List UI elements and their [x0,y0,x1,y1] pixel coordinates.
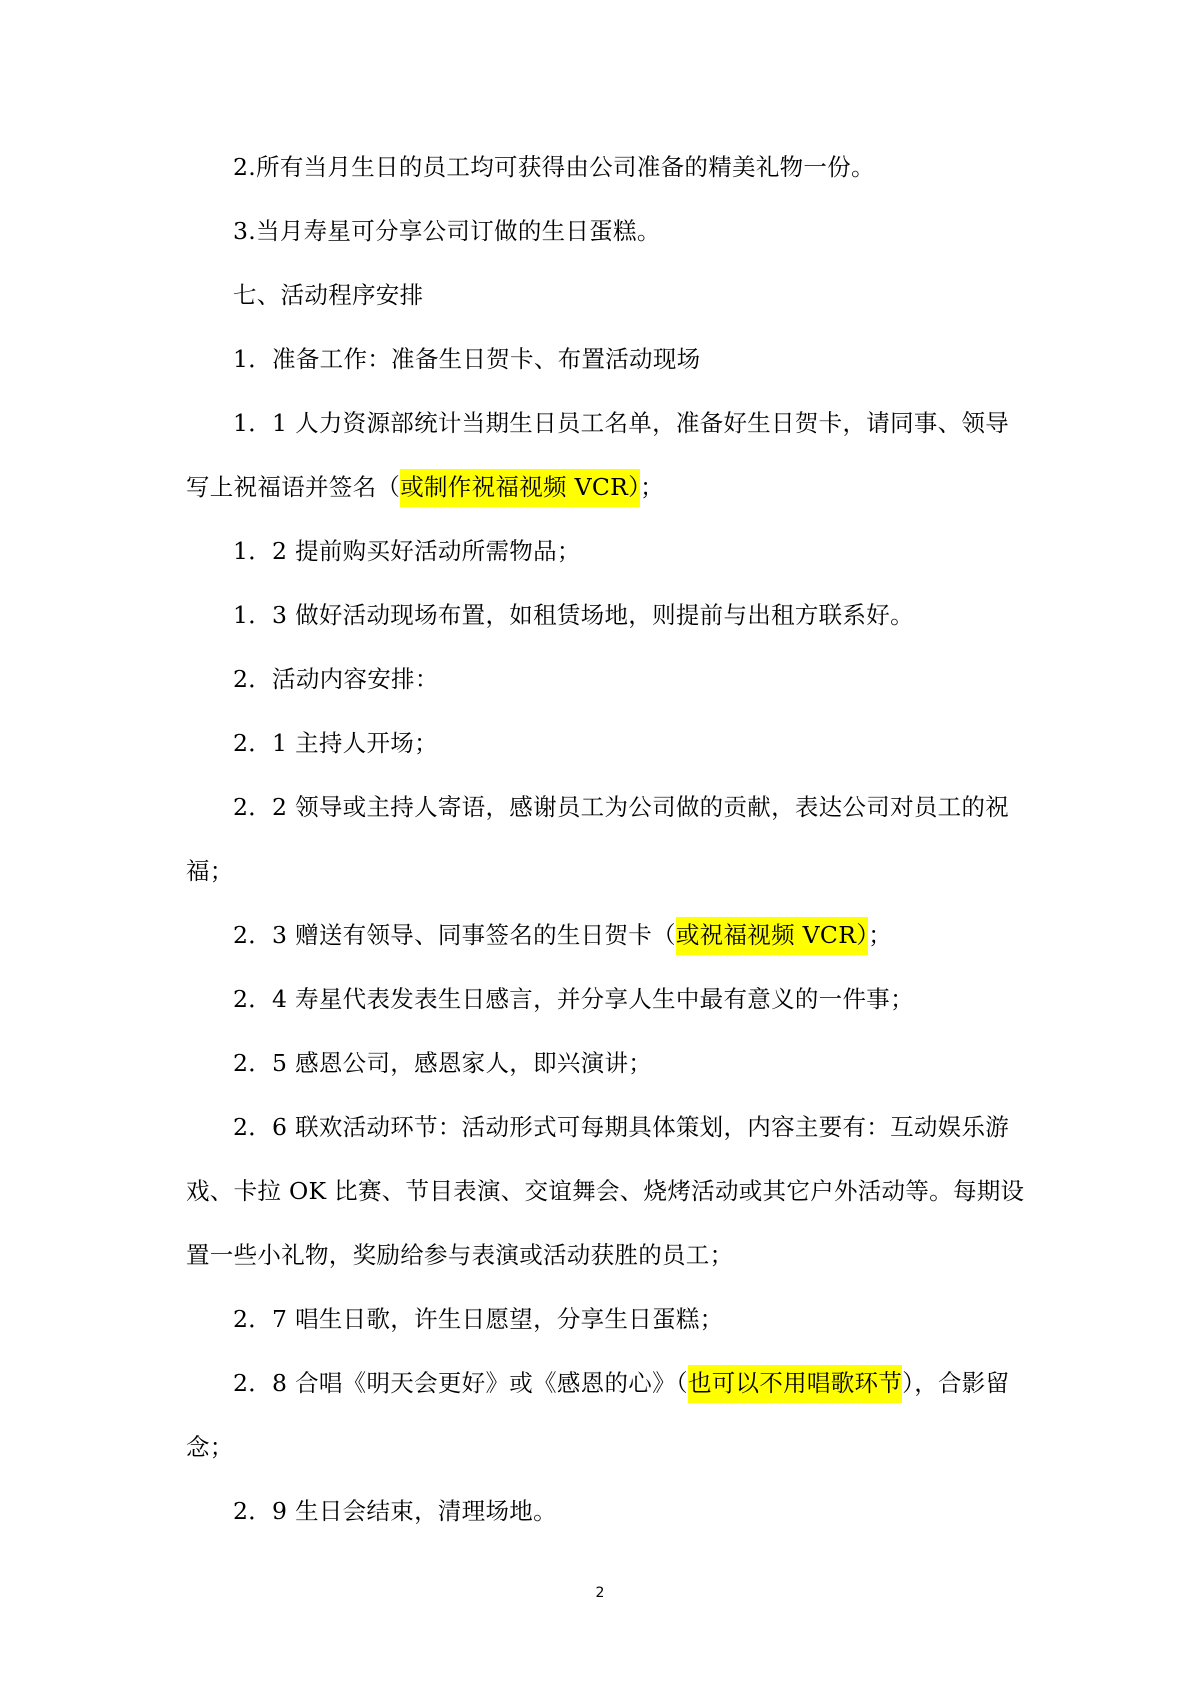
paragraph-text: 1．3 做好活动现场布置，如租赁场地，则提前与出租方联系好。 [233,601,914,629]
paragraph-p12 [186,984,1026,1014]
paragraph-p8 [186,664,1026,694]
highlighted-text: 或祝福视频 VCR） [676,917,868,955]
paragraph-text: 2.所有当月生日的员工均可获得由公司准备的精美礼物一份。 [233,153,875,181]
highlighted-text: 也可以不用唱歌环节 [688,1365,902,1403]
paragraph-text: 1．2 提前购买好活动所需物品； [233,537,581,565]
paragraph-p6 [186,536,1026,566]
paragraph-text: 2．4 寿星代表发表生日感言，并分享人生中最有意义的一件事； [233,985,914,1013]
paragraph-text: 3.当月寿星可分享公司订做的生日蛋糕。 [233,217,661,245]
paragraph-text: 1．1 人力资源部统计当期生日员工名单，准备好生日贺卡，请同事、领导写上祝福语并签名（ [186,409,1010,501]
paragraph-text: ； [640,473,664,501]
paragraph-p7 [186,600,1026,630]
highlighted-text: 或制作祝福视频 VCR） [400,469,640,507]
paragraph-text: 2．2 领导或主持人寄语，感谢员工为公司做的贡献，表达公司对员工的祝福； [186,793,1010,885]
paragraph-p5 [186,391,1026,519]
paragraph-p3 [186,280,1026,310]
paragraph-text: 2．活动内容安排： [233,665,439,693]
paragraph-text: 1．准备工作：准备生日贺卡、布置活动现场 [233,345,701,373]
paragraph-text: ； [868,921,893,949]
paragraph-p15 [186,1304,1026,1334]
paragraph-p16 [186,1351,1026,1479]
paragraph-p13 [186,1048,1026,1078]
document-body [186,152,1026,1560]
paragraph-p17 [186,1496,1026,1526]
paragraph-text: 2．8 合唱《明天会更好》或《感恩的心》（ [233,1369,688,1397]
paragraph-text: 七、活动程序安排 [233,281,424,309]
paragraph-p4 [186,344,1026,374]
paragraph-p1 [186,152,1026,182]
paragraph-text: 2．3 赠送有领导、同事签名的生日贺卡（ [233,921,676,949]
paragraph-p11 [186,920,1026,950]
paragraph-p9 [186,728,1026,758]
paragraph-text: 2．1 主持人开场； [233,729,438,757]
paragraph-text: 2．6 联欢活动环节：活动形式可每期具体策划，内容主要有：互动娱乐游戏、卡拉 OK 比赛、节目表演、交谊舞会、烧烤活动或其它户外活动等。每期设置一些小礼物，奖励给参与表演或活动获胜的员工； [186,1113,1025,1269]
paragraph-text: 2．9 生日会结束，清理场地。 [233,1497,557,1525]
paragraph-text: 2．5 感恩公司，感恩家人，即兴演讲； [233,1049,653,1077]
paragraph-text: 2．7 唱生日歌，许生日愿望，分享生日蛋糕； [233,1305,724,1333]
paragraph-p10 [186,775,1026,903]
paragraph-p14 [186,1095,1026,1287]
paragraph-p2 [186,216,1026,246]
paragraph-text: ），合影留念； [186,1369,1010,1461]
page-number: 2 [595,1585,605,1601]
